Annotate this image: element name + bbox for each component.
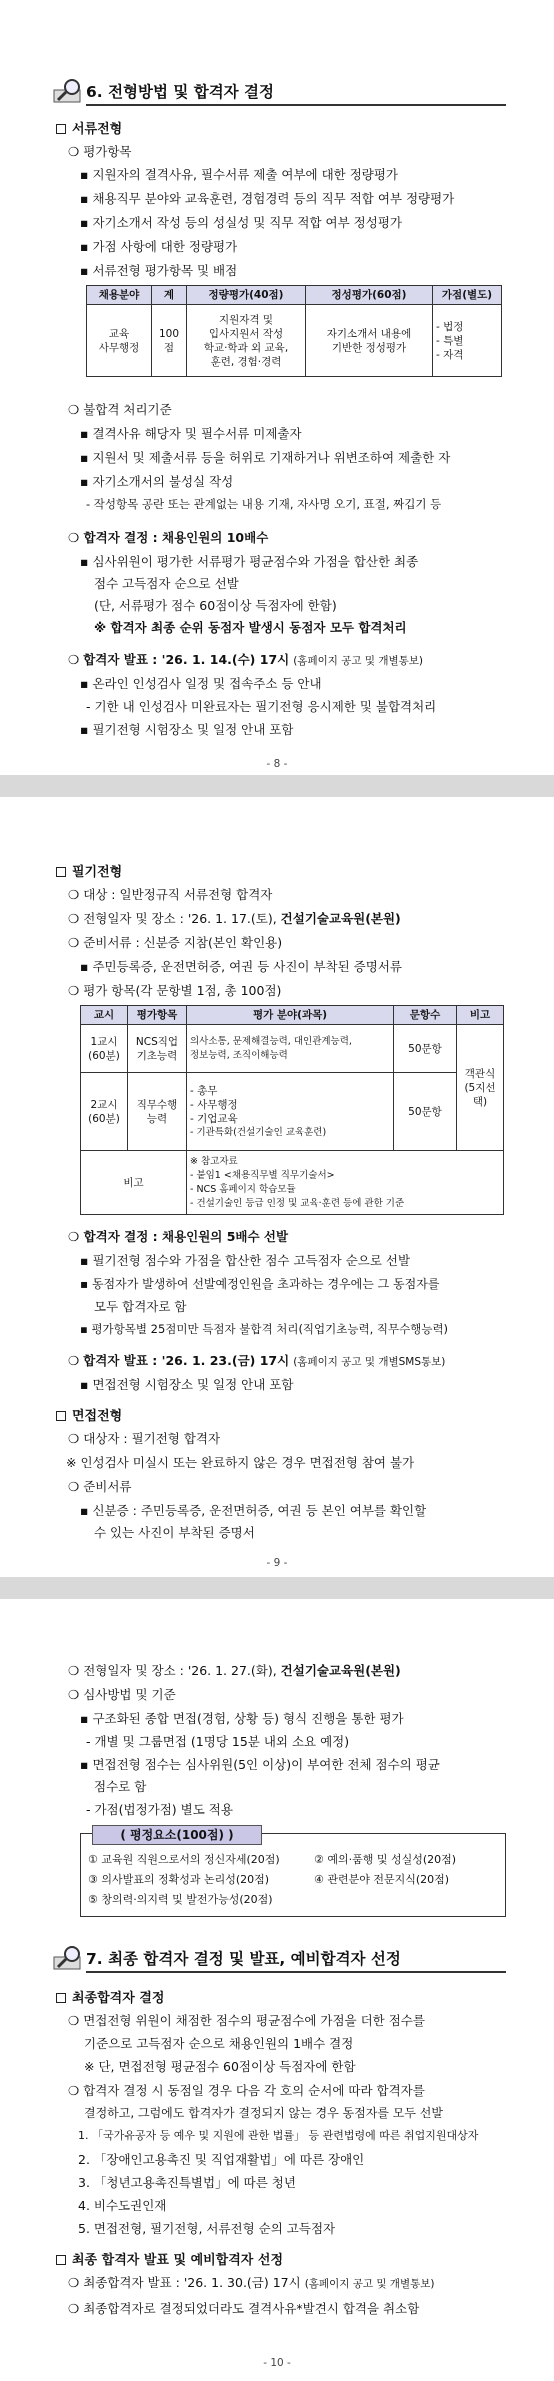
total-cell: 100점 <box>152 305 187 377</box>
interview-prep-item: 수 있는 사진이 부착된 증명서 <box>94 1525 255 1540</box>
priority-item: 3. 「청년고용촉진특별법」에 따른 청년 <box>78 2175 296 2190</box>
pass-item: (단, 서류평가 점수 60점이상 득점자에 한함) <box>94 598 337 613</box>
interview-prep-item: ▪ 신분증 : 주민등록증, 운전면허증, 여권 등 본인 여부를 확인할 <box>80 1503 427 1518</box>
count-cell: 50문항 <box>394 1025 457 1073</box>
period-cell: 2교시 (60분) <box>81 1073 128 1151</box>
page-separator <box>0 1577 554 1599</box>
note-label-cell: 비고 <box>81 1151 187 1215</box>
fail-label: ❍ 불합격 처리기준 <box>68 402 172 417</box>
rating-item: ② 예의·품행 및 성실성(20점) <box>314 1853 457 1866</box>
col-header: 계 <box>152 286 187 305</box>
written-pass-item: ▪ 필기전형 점수와 가점을 합산한 점수 고득점자 순으로 선발 <box>80 1253 411 1268</box>
final-announce: ❍ 최종합격자 발표 : '26. 1. 30.(금) 17시 (홈페이지 공고 및 개별통보) <box>68 2275 435 2290</box>
method-subitem: - 가점(법정가점) 별도 적용 <box>86 1802 233 1817</box>
final-item: 기준으로 고득점자 순으로 채용인원의 1배수 결정 <box>84 2036 354 2051</box>
col-header: 비고 <box>457 1006 504 1025</box>
written-prep-item: ▪ 주민등록증, 운전면허증, 여권 등 사진이 부착된 증명서류 <box>80 959 402 974</box>
interview-warning: ※ 인성검사 미실시 또는 완료하지 않은 경우 면접전형 참여 불가 <box>66 1455 415 1470</box>
written-target: ❍ 대상 : 일반정규직 서류전형 합격자 <box>68 887 273 902</box>
eval-item: ▪ 채용직무 분야와 교육훈련, 경험경력 등의 직무 적합 여부 정량평가 <box>80 191 455 206</box>
interview-datetime: ❍ 전형일자 및 장소 : '26. 1. 27.(화), 건설기술교육원(본원) <box>68 1663 401 1678</box>
fail-subitem: - 작성항목 공란 또는 관계없는 내용 기재, 자사명 오기, 표절, 짜깁기 등 <box>86 497 442 511</box>
col-header: 교시 <box>81 1006 128 1025</box>
doc-heading: 서류전형 <box>56 118 122 137</box>
rating-box-title: ( 평정요소(100점) ) <box>92 1825 262 1845</box>
final-item: ❍ 면접전형 위원이 채점한 점수의 평균점수에 가점을 더한 점수를 <box>68 2013 425 2028</box>
page-8 <box>0 0 554 775</box>
written-exam-table <box>80 1005 504 1215</box>
interview-prep: ❍ 준비서류 <box>68 1479 132 1494</box>
remark-cell: 객관식 (5지선택) <box>457 1025 504 1151</box>
written-items-label: ❍ 평가 항목(각 문항별 1점, 총 100점) <box>68 983 282 998</box>
item-cell: NCS직업 기초능력 <box>128 1025 187 1073</box>
written-datetime: ❍ 전형일자 및 장소 : '26. 1. 17.(토), 건설기술교육원(본원) <box>68 911 401 926</box>
col-header: 채용분야 <box>87 286 152 305</box>
cancel-line: ❍ 최종합격자로 결정되었더라도 결격사유*발견시 합격을 취소함 <box>68 2301 420 2316</box>
method-item: 점수로 함 <box>94 1779 147 1794</box>
announce-item: ▪ 온라인 인성검사 일정 및 접속주소 등 안내 <box>80 676 322 691</box>
method-item: ▪ 면접전형 점수는 심사위원(5인 이상)이 부여한 전체 점수의 평균 <box>80 1757 440 1772</box>
announce-item: ▪ 필기전형 시험장소 및 일정 안내 포함 <box>80 722 294 737</box>
rating-item: ① 교육원 직원으로서의 정신자세(20점) <box>88 1853 280 1866</box>
page-number: - 10 - <box>263 2357 291 2369</box>
priority-item: 2. 「장애인고용촉진 및 직업재활법」에 따른 장애인 <box>78 2152 365 2167</box>
method-item: ▪ 구조화된 종합 면접(경험, 상황 등) 형식 진행을 통한 평가 <box>80 1711 404 1726</box>
pass-note: ※ 합격자 최종 순위 동점자 발생시 동점자 모두 합격처리 <box>94 620 407 635</box>
field-cell: 의사소통, 문제해결능력, 대인관계능력, 정보능력, 조직이해능력 <box>187 1025 394 1073</box>
priority-item: 1. 「국가유공자 등 예우 및 지원에 관한 법률」 등 관련법령에 따른 취업지원대상자 <box>78 2129 479 2142</box>
interview-method: ❍ 심사방법 및 기준 <box>68 1687 176 1702</box>
col-header: 평가항목 <box>128 1006 187 1025</box>
priority-item: 5. 면접전형, 필기전형, 서류전형 순의 고득점자 <box>78 2221 336 2236</box>
bonus-cell: - 법정 - 특별 - 자격 <box>433 305 502 377</box>
page-number: - 9 - <box>266 1557 288 1569</box>
section-title: 7. 최종 합격자 결정 및 발표, 예비합격자 선정 <box>86 1950 401 1968</box>
field-cell: 교육 사무행정 <box>87 305 152 377</box>
written-announce-item: ▪ 면접전형 시험장소 및 일정 안내 포함 <box>80 1377 294 1392</box>
final-heading: 최종합격자 결정 <box>56 1987 164 2006</box>
qual-cell: 자기소개서 내용에 기반한 정성평가 <box>306 305 433 377</box>
quant-cell: 지원자격 및 입사지원서 작성 학교·학과 외 교육, 훈련, 경험·경력 <box>187 305 306 377</box>
written-pass-item: ▪ 평가항목별 25점미만 득점자 불합격 처리(직업기초능력, 직무수행능력) <box>80 1322 449 1336</box>
pass-item: 점수 고득점자 순으로 선발 <box>94 576 239 591</box>
written-pass-label: ❍ 합격자 결정 : 채용인원의 5배수 선발 <box>68 1229 289 1244</box>
interview-heading: 면접전형 <box>56 1405 122 1424</box>
item-cell: 직무수행 능력 <box>128 1073 187 1151</box>
note-cell: ※ 참고자료 - 붙임1 <채용직무별 직무기술서> - NCS 홈페이지 학습모듈 - 건설기술인 등급 인정 및 교육·훈련 등에 관한 기준 <box>187 1151 504 1215</box>
fail-item: ▪ 결격사유 해당자 및 필수서류 미제출자 <box>80 426 302 441</box>
written-announce: ❍ 합격자 발표 : '26. 1. 23.(금) 17시 (홈페이지 공고 및 개별SMS통보) <box>68 1353 446 1368</box>
announce-line: ❍ 합격자 발표 : '26. 1. 14.(수) 17시 (홈페이지 공고 및 개별통보) <box>68 652 423 667</box>
pass-label: ❍ 합격자 결정 : 채용인원의 10배수 <box>68 530 269 545</box>
section-title: 6. 전형방법 및 합격자 결정 <box>86 83 274 101</box>
col-header: 정성평가(60점) <box>306 286 433 305</box>
count-cell: 50문항 <box>394 1073 457 1151</box>
final-note: ※ 단, 면접전형 평균점수 60점이상 득점자에 한함 <box>84 2059 356 2074</box>
magnifier-book-icon <box>52 1945 88 1971</box>
page-10 <box>0 1599 554 2381</box>
eval-item: ▪ 자기소개서 작성 등의 성실성 및 직무 적합 여부 정성평가 <box>80 215 402 230</box>
rating-item: ④ 관련분야 전문지식(20점) <box>314 1873 450 1886</box>
eval-label: ❍ 평가항목 <box>68 144 132 159</box>
fail-item: ▪ 지원서 및 제출서류 등을 허위로 기재하거나 위변조하여 제출한 자 <box>80 450 451 465</box>
page-number: - 8 - <box>266 758 288 770</box>
section-underline <box>86 104 506 106</box>
rating-item: ③ 의사발표의 정확성과 논리성(20점) <box>88 1873 270 1886</box>
page-separator <box>0 775 554 797</box>
method-subitem: - 개별 및 그룹면접 (1명당 15분 내외 소요 예정) <box>86 1734 350 1749</box>
section-underline <box>86 1971 506 1973</box>
field-cell: - 총무 - 사무행정 - 기업교육 - 기관특화(건설기술인 교육훈련) <box>187 1073 394 1151</box>
announce-subitem: - 기한 내 인성검사 미완료자는 필기전형 응시제한 및 불합격처리 <box>86 699 437 714</box>
doc-score-table <box>86 285 502 377</box>
col-header: 정량평가(40점) <box>187 286 306 305</box>
written-heading: 필기전형 <box>56 861 122 880</box>
period-cell: 1교시 (60분) <box>81 1025 128 1073</box>
priority-item: 4. 비수도권인재 <box>78 2198 167 2213</box>
col-header: 문항수 <box>394 1006 457 1025</box>
rating-item: ⑤ 창의력·의지력 및 발전가능성(20점) <box>88 1893 273 1906</box>
eval-item: ▪ 가점 사항에 대한 정량평가 <box>80 239 238 254</box>
eval-item: ▪ 서류전형 평가항목 및 배점 <box>80 263 238 278</box>
written-prep: ❍ 준비서류 : 신분증 지참(본인 확인용) <box>68 935 283 950</box>
written-pass-item: 모두 합격자로 함 <box>94 1299 187 1314</box>
announce-heading: 최종 합격자 발표 및 예비합격자 선정 <box>56 2249 283 2268</box>
col-header: 가점(별도) <box>433 286 502 305</box>
final-item: 결정하고, 그럼에도 합격자가 결정되지 않는 경우 동점자를 모두 선발 <box>84 2106 443 2120</box>
eval-item: ▪ 지원자의 결격사유, 필수서류 제출 여부에 대한 정량평가 <box>80 167 398 182</box>
col-header: 평가 분야(과목) <box>187 1006 394 1025</box>
fail-item: ▪ 자기소개서의 불성실 작성 <box>80 474 234 489</box>
magnifier-book-icon <box>52 78 88 104</box>
pass-item: ▪ 심사위원이 평가한 서류평가 평균점수와 가점을 합산한 최종 <box>80 554 419 569</box>
written-pass-item: ▪ 동점자가 발생하여 선발예정인원을 초과하는 경우에는 그 동점자를 <box>80 1277 440 1291</box>
page-9 <box>0 797 554 1577</box>
interview-target: ❍ 대상자 : 필기전형 합격자 <box>68 1431 221 1446</box>
final-item: ❍ 합격자 결정 시 동점일 경우 다음 각 호의 순서에 따라 합격자를 <box>68 2083 425 2098</box>
